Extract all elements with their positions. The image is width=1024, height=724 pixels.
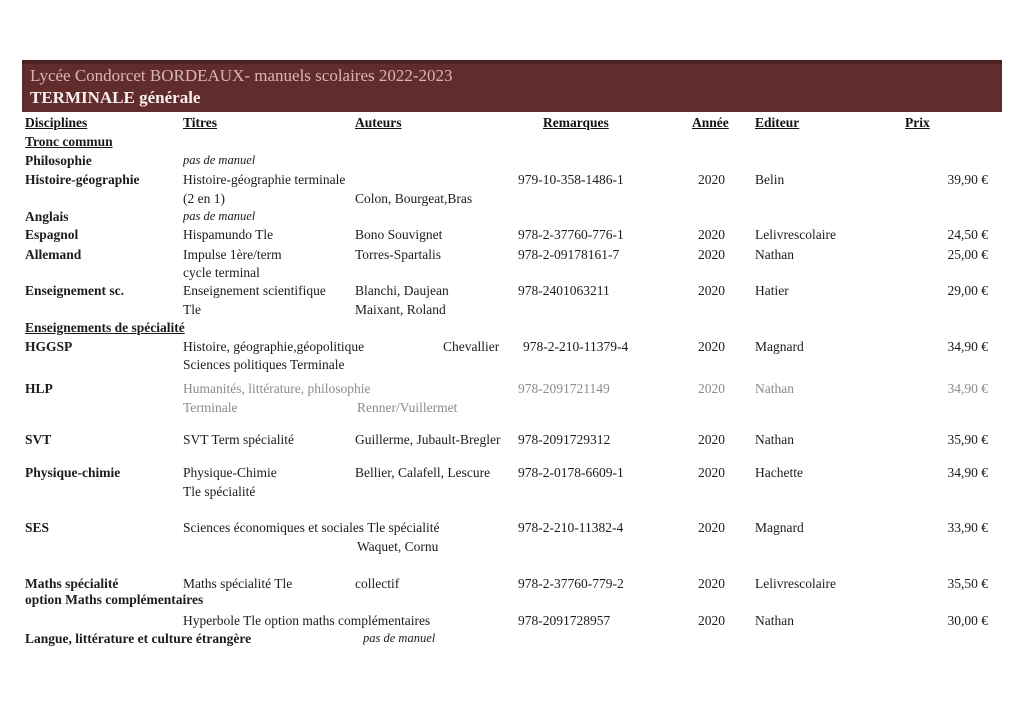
column-header-discipline: Disciplines bbox=[25, 115, 88, 130]
cell-annee: 2020 bbox=[698, 227, 725, 242]
table-header-row bbox=[0, 115, 1024, 133]
cell-discipline: Enseignement sc. bbox=[25, 283, 124, 298]
table-line bbox=[0, 208, 1024, 227]
table-line bbox=[0, 591, 1024, 610]
cell-prix: 35,50 € bbox=[947, 576, 988, 591]
cell-remarque: 978-2401063211 bbox=[518, 283, 610, 298]
table-line bbox=[0, 630, 1024, 649]
school-title: Lycée Condorcet BORDEAUX- manuels scolaires 2022-2023 bbox=[30, 66, 453, 85]
cell-remarque: 978-2091728957 bbox=[518, 613, 611, 628]
cell-editeur: Hatier bbox=[755, 283, 789, 298]
cell-prix: 33,90 € bbox=[947, 520, 988, 535]
cell-titre: Enseignement scientifique bbox=[183, 283, 326, 298]
cell-discipline: SVT bbox=[25, 432, 52, 447]
cell-titre: pas de manuel bbox=[183, 209, 256, 223]
cell-titre: SVT Term spécialité bbox=[183, 432, 295, 447]
cell-discipline: HGGSP bbox=[25, 339, 73, 354]
column-header-annee: Année bbox=[692, 115, 729, 130]
cell-discipline: Philosophie bbox=[25, 153, 92, 168]
cell-titre: (2 en 1) bbox=[183, 191, 225, 206]
cell-discipline: Allemand bbox=[25, 247, 82, 262]
cell-remarque: 978-2091721149 bbox=[518, 381, 610, 396]
cell-titre: Histoire-géographie terminale bbox=[183, 172, 346, 187]
table-line bbox=[0, 190, 1024, 209]
cell-discipline: SES bbox=[25, 520, 50, 535]
cell-annee: 2020 bbox=[698, 432, 725, 447]
table-line bbox=[0, 226, 1024, 245]
cell-editeur: Nathan bbox=[755, 247, 794, 262]
cell-prix: 39,90 € bbox=[947, 172, 988, 187]
cell-editeur: Nathan bbox=[755, 381, 794, 396]
table-line bbox=[0, 152, 1024, 171]
cell-editeur: Lelivrescolaire bbox=[755, 227, 836, 242]
column-header-editeur: Editeur bbox=[755, 115, 800, 130]
cell-titre: Hispamundo Tle bbox=[183, 227, 274, 242]
cell-discipline: option Maths complémentaires bbox=[25, 592, 204, 607]
cell-remarque: 978-2-37760-776-1 bbox=[518, 227, 624, 242]
cell-titre: Sciences économiques et sociales Tle spécialité bbox=[183, 520, 440, 535]
cell-discipline: Espagnol bbox=[25, 227, 79, 242]
cell-titre: Terminale bbox=[183, 400, 238, 415]
cell-auteur: Bono Souvignet bbox=[355, 227, 443, 242]
cell-discipline: Histoire-géographie bbox=[25, 172, 140, 187]
table-line bbox=[0, 356, 1024, 375]
cell-titre: cycle terminal bbox=[183, 265, 260, 280]
cell-auteur: collectif bbox=[355, 576, 400, 591]
cell-titre: Maths spécialité Tle bbox=[183, 576, 293, 591]
cell-titre: Humanités, littérature, philosophie bbox=[183, 381, 371, 396]
cell-prix: 25,00 € bbox=[947, 247, 988, 262]
cell-auteur: Renner/Vuillermet bbox=[357, 400, 458, 415]
column-header-remarque: Remarques bbox=[543, 115, 609, 130]
table-line bbox=[0, 133, 1024, 152]
cell-annee: 2020 bbox=[698, 520, 725, 535]
cell-remarque: 978-2-09178161-7 bbox=[518, 247, 620, 262]
level-title: TERMINALE générale bbox=[30, 88, 201, 107]
cell-prix: 34,90 € bbox=[947, 381, 988, 396]
cell-discipline: HLP bbox=[25, 381, 53, 396]
table-line bbox=[0, 519, 1024, 538]
column-header-prix: Prix bbox=[905, 115, 930, 130]
table-line bbox=[0, 171, 1024, 190]
cell-remarque: 979-10-358-1486-1 bbox=[518, 172, 624, 187]
cell-prix: 30,00 € bbox=[947, 613, 988, 628]
cell-editeur: Nathan bbox=[755, 432, 794, 447]
cell-auteur: Bellier, Calafell, Lescure bbox=[355, 465, 491, 480]
table-line bbox=[0, 464, 1024, 483]
cell-titre: Tle bbox=[183, 302, 201, 317]
document-header-banner bbox=[22, 60, 1002, 112]
cell-annee: 2020 bbox=[698, 172, 725, 187]
table-line bbox=[0, 538, 1024, 557]
cell-auteur: Colon, Bourgeat,Bras bbox=[355, 191, 473, 206]
cell-auteur: Guillerme, Jubault-Bregler bbox=[355, 432, 501, 447]
cell-prix: 24,50 € bbox=[947, 227, 988, 242]
cell-remarque: 978-2-210-11382-4 bbox=[518, 520, 624, 535]
cell-annee: 2020 bbox=[698, 381, 725, 396]
cell-auteur: Maixant, Roland bbox=[355, 302, 446, 317]
table-line bbox=[0, 380, 1024, 399]
cell-auteur: Blanchi, Daujean bbox=[355, 283, 449, 298]
cell-editeur: Belin bbox=[755, 172, 785, 187]
cell-auteur: Torres-Spartalis bbox=[355, 247, 442, 262]
table-line bbox=[0, 319, 1024, 338]
table-line bbox=[0, 483, 1024, 502]
cell-editeur: Magnard bbox=[755, 520, 804, 535]
cell-annee: 2020 bbox=[698, 576, 725, 591]
cell-titre: pas de manuel bbox=[183, 153, 256, 167]
table-line bbox=[0, 612, 1024, 631]
cell-prix: 29,00 € bbox=[947, 283, 988, 298]
cell-titre: Physique-Chimie bbox=[183, 465, 277, 480]
cell-titre: Histoire, géographie,géopolitique bbox=[183, 339, 365, 354]
table-line bbox=[0, 338, 1024, 357]
cell-titre: Impulse 1ère/term bbox=[183, 247, 282, 262]
table-line bbox=[0, 282, 1024, 301]
cell-auteur: Waquet, Cornu bbox=[357, 539, 439, 554]
cell-annee: 2020 bbox=[698, 613, 725, 628]
table-line bbox=[0, 431, 1024, 450]
cell-discipline: Langue, littérature et culture étrangère bbox=[25, 631, 252, 646]
cell-titre: Hyperbole Tle option maths complémentaires bbox=[183, 613, 431, 628]
cell-remarque: 978-2091729312 bbox=[518, 432, 611, 447]
cell-discipline: Enseignements de spécialité bbox=[25, 320, 185, 335]
cell-prix: 35,90 € bbox=[947, 432, 988, 447]
cell-editeur: Lelivrescolaire bbox=[755, 576, 836, 591]
cell-titre: Tle spécialité bbox=[183, 484, 256, 499]
cell-discipline: Physique-chimie bbox=[25, 465, 121, 480]
cell-annee: 2020 bbox=[698, 465, 725, 480]
column-header-auteur: Auteurs bbox=[355, 115, 402, 130]
cell-editeur: Nathan bbox=[755, 613, 794, 628]
cell-editeur: Hachette bbox=[755, 465, 803, 480]
cell-auteur: Chevallier bbox=[443, 339, 500, 354]
table-line bbox=[0, 246, 1024, 265]
cell-discipline: Maths spécialité bbox=[25, 576, 119, 591]
cell-remarque: 978-2-37760-779-2 bbox=[518, 576, 624, 591]
table-line bbox=[0, 264, 1024, 283]
cell-prix: 34,90 € bbox=[947, 339, 988, 354]
cell-annee: 2020 bbox=[698, 283, 725, 298]
cell-editeur: Magnard bbox=[755, 339, 804, 354]
cell-discipline: Tronc commun bbox=[25, 134, 113, 149]
column-header-titre: Titres bbox=[183, 115, 218, 130]
cell-discipline: Anglais bbox=[25, 209, 69, 224]
cell-annee: 2020 bbox=[698, 339, 725, 354]
cell-titre: Sciences politiques Terminale bbox=[183, 357, 345, 372]
cell-prix: 34,90 € bbox=[947, 465, 988, 480]
cell-remarque: 978-2-210-11379-4 bbox=[523, 339, 629, 354]
cell-titre: pas de manuel bbox=[363, 631, 436, 645]
table-line bbox=[0, 301, 1024, 320]
cell-remarque: 978-2-0178-6609-1 bbox=[518, 465, 624, 480]
table-line bbox=[0, 399, 1024, 418]
cell-annee: 2020 bbox=[698, 247, 725, 262]
